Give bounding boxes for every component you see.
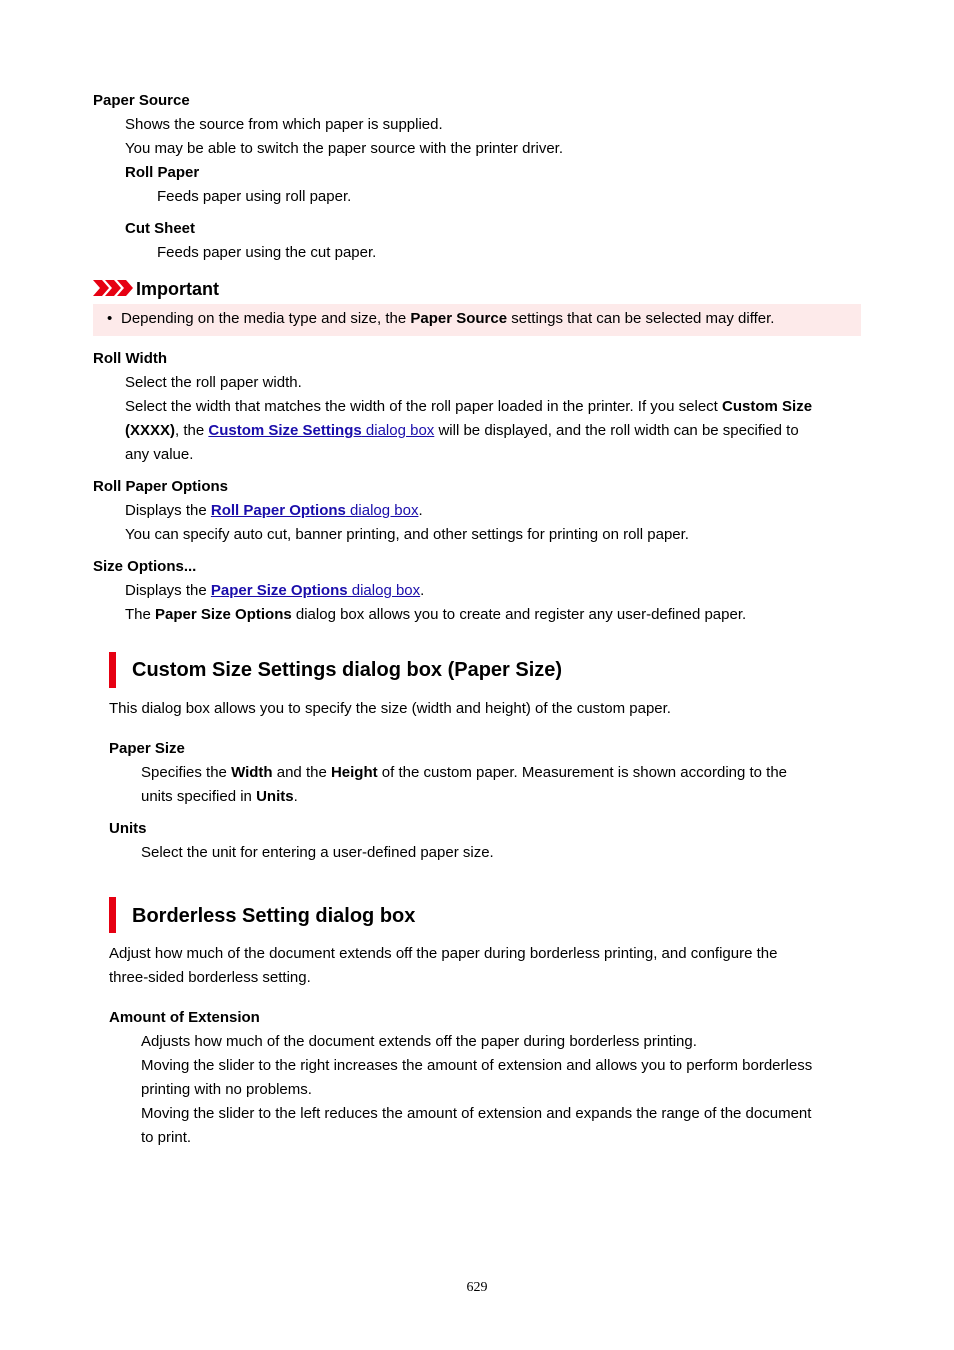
amount-desc-5: to print. xyxy=(141,1129,192,1146)
paper-source-desc-1: Shows the source from which paper is supplied. xyxy=(125,116,443,133)
roll-width-desc-4: any value. xyxy=(125,446,194,463)
custom-size-section-title: Custom Size Settings dialog box (Paper Size) xyxy=(132,659,563,681)
cut-sheet-term: Cut Sheet xyxy=(125,220,196,237)
page-number: 629 xyxy=(466,1280,488,1295)
roll-width-desc-2: Select the width that matches the width of the roll paper loaded in the printer. If you select Custom Size xyxy=(125,398,813,415)
roll-paper-options-link[interactable]: Roll Paper Options dialog box xyxy=(210,502,419,519)
roll-paper-options-heading: Roll Paper Options xyxy=(93,478,229,495)
roll-width-desc-3: (XXXX), the Custom Size Settings dialog box will be displayed, and the roll width can be specified to xyxy=(125,422,799,439)
amount-desc-3: printing with no problems. xyxy=(141,1081,312,1098)
roll-paper-desc: Feeds paper using roll paper. xyxy=(157,188,352,205)
important-text: Depending on the media type and size, the Paper Source settings that can be selected may differ. xyxy=(121,310,775,327)
borderless-section-title: Borderless Setting dialog box xyxy=(132,905,416,927)
borderless-intro-1: Adjust how much of the document extends off the paper during borderless printing, and configure the xyxy=(109,945,778,962)
roll-paper-options-desc-1: Displays the Roll Paper Options dialog box. xyxy=(125,502,423,519)
size-options-desc-1: Displays the Paper Size Options dialog box. xyxy=(125,582,425,599)
roll-paper-term: Roll Paper xyxy=(125,164,200,181)
roll-paper-options-desc-2: You can specify auto cut, banner printing, and other settings for printing on roll paper. xyxy=(125,526,689,543)
cut-sheet-desc: Feeds paper using the cut paper. xyxy=(157,244,377,261)
roll-width-heading: Roll Width xyxy=(93,350,168,367)
borderless-intro-2: three-sided borderless setting. xyxy=(109,969,311,986)
amount-desc-2: Moving the slider to the right increases the amount of extension and allows you to perform borderless xyxy=(141,1057,813,1074)
paper-size-heading: Paper Size xyxy=(109,740,185,757)
units-heading: Units xyxy=(109,820,147,837)
paper-size-desc-2: units specified in Units. xyxy=(141,788,298,805)
custom-size-intro: This dialog box allows you to specify the size (width and height) of the custom paper. xyxy=(109,700,671,717)
important-title: Important xyxy=(136,279,219,299)
paper-source-heading: Paper Source xyxy=(93,92,190,109)
size-options-desc-2: The Paper Size Options dialog box allows you to create and register any user-defined paper. xyxy=(125,606,747,623)
paper-size-options-link[interactable]: Paper Size Options dialog box xyxy=(210,582,421,599)
amount-of-extension-heading: Amount of Extension xyxy=(109,1009,260,1026)
units-desc: Select the unit for entering a user-defined paper size. xyxy=(141,844,494,861)
amount-desc-1: Adjusts how much of the document extends off the paper during borderless printing. xyxy=(141,1033,697,1050)
section-marker-bar xyxy=(109,897,116,933)
custom-size-settings-link[interactable]: Custom Size Settings dialog box xyxy=(208,422,435,439)
amount-desc-4: Moving the slider to the left reduces the amount of extension and expands the range of the document xyxy=(141,1105,812,1122)
important-chevrons-icon xyxy=(93,280,133,296)
section-marker-bar xyxy=(109,652,116,688)
roll-width-desc-1: Select the roll paper width. xyxy=(125,374,302,391)
paper-size-desc-1: Specifies the Width and the Height of the custom paper. Measurement is shown according to the xyxy=(141,764,788,781)
important-bullet: • xyxy=(107,310,113,327)
size-options-heading: Size Options... xyxy=(93,558,197,575)
paper-source-desc-2: You may be able to switch the paper source with the printer driver. xyxy=(125,140,564,157)
